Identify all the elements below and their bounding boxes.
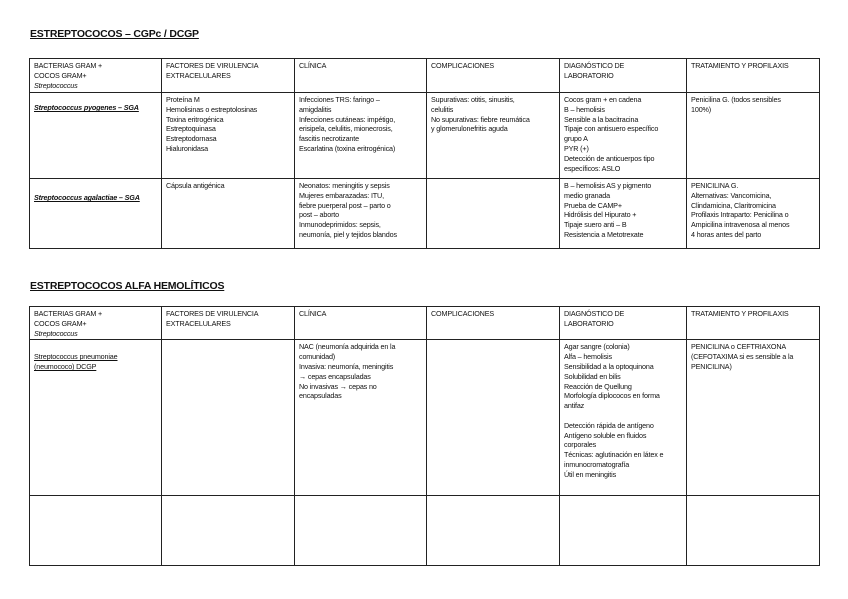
- clinic-cell: NAC (neumonía adquirida en la comunidad) Invasiva: neumonía, meningitis → cepas encapsuladas No invasivas → cepas no encapsuladas: [295, 340, 427, 496]
- header-complications: COMPLICACIONES: [427, 59, 560, 93]
- complications-cell: [427, 340, 560, 496]
- spacer: [564, 411, 682, 421]
- treatment-cell: PENICILINA o CEFTRIAXONA (CEFOTAXIMA si es sensible a la PENICILINA): [687, 340, 820, 496]
- header-complications: COMPLICACIONES: [427, 307, 560, 340]
- header-clinic: CLÍNICA: [295, 59, 427, 93]
- diagnosis-cell: Agar sangre (colonia) Alfa – hemolisis Sensibilidad a la optoquinona Solubilidad en bilis Reacción de Quellung Morfología diplococos en forma antifaz Detección rápida de antígeno Antígeno soluble en fluidos corporales Técnicas: aglutinación en látex e inmunocromatografía Útil en meningitis: [560, 340, 687, 496]
- empty-cell: [30, 496, 162, 566]
- header-diagnosis: DIAGNÓSTICO DE LABORATORIO: [560, 59, 687, 93]
- table-row: [30, 496, 820, 566]
- section-title-alfa-hemoliticos: ESTREPTOCOCOS ALFA HEMOLÍTICOS: [30, 280, 225, 292]
- virulence-cell: Proteína M Hemolisinas o estreptolosinas Toxina eritrogénica Estreptoquinasa Estreptodornasa Hialuronidasa: [162, 93, 295, 179]
- bacteria-name: Streptococcus pneumoniae (neumococo) DCGP: [30, 340, 162, 496]
- header-virulence: FACTORES DE VIRULENCIA EXTRACELULARES: [162, 59, 295, 93]
- empty-cell: [560, 496, 687, 566]
- empty-cell: [295, 496, 427, 566]
- table-row: [30, 340, 820, 496]
- diagnosis-cell: Cocos gram + en cadena B – hemolisis Sensible a la bacitracina Tipaje con antisuero específico grupo A PYR (+) Detección de anticuerpos tipo específicos: ASLO: [560, 93, 687, 179]
- header-virulence: FACTORES DE VIRULENCIA EXTRACELULARES: [162, 307, 295, 340]
- diagnosis-cell: B – hemolisis AS y pigmento medio granada Prueba de CAMP+ Hidrólisis del Hipurato + Tipaje suero anti – B Resistencia a Metotrexate: [560, 179, 687, 249]
- virulence-cell: Cápsula antigénica: [162, 179, 295, 249]
- section-title-estreptococos: ESTREPTOCOCOS – CGPc / DCGP: [30, 28, 199, 40]
- treatment-cell: Penicilina G. (todos sensibles 100%): [687, 93, 820, 179]
- header-treatment: TRATAMIENTO Y PROFILAXIS: [687, 307, 820, 340]
- header-bacteria: BACTERIAS GRAM + COCOS GRAM+ Streptococcus: [30, 307, 162, 340]
- treatment-cell: PENICILINA G. Alternativas: Vancomicina, Clindamicina, Claritromicina Profilaxis Intraparto: Penicilina o Ampicilina intravenosa al menos 4 horas antes del parto: [687, 179, 820, 249]
- header-treatment: TRATAMIENTO Y PROFILAXIS: [687, 59, 820, 93]
- clinic-cell: Neonatos: meningitis y sepsis Mujeres embarazadas: ITU, fiebre puerperal post – parto o post – aborto Inmunodeprimidos: sepsis, neumonía, piel y tejidos blandos: [295, 179, 427, 249]
- header-bacteria: BACTERIAS GRAM + COCOS GRAM+ Streptococcus: [30, 59, 162, 93]
- header-diagnosis: DIAGNÓSTICO DE LABORATORIO: [560, 307, 687, 340]
- bacteria-name: Streptococcus agalactiae – SGA: [30, 179, 162, 249]
- empty-cell: [427, 496, 560, 566]
- clinic-cell: Infecciones TRS: faringo – amigdalitis Infecciones cutáneas: impétigo, erisipela, celulitis, mionecrosis, fascitis necrotizante Escarlatina (toxina eritrogénica): [295, 93, 427, 179]
- empty-cell: [687, 496, 820, 566]
- table-row: [30, 179, 820, 249]
- virulence-cell: [162, 340, 295, 496]
- table-estreptococos: [29, 58, 820, 249]
- table-alfa-hemoliticos: [29, 306, 820, 566]
- table-row: [30, 93, 820, 179]
- complications-cell: [427, 179, 560, 249]
- empty-cell: [162, 496, 295, 566]
- bacteria-name: Streptococcus pyogenes – SGA: [30, 93, 162, 179]
- table-header-row: [30, 307, 820, 340]
- table-header-row: [30, 59, 820, 93]
- header-clinic: CLÍNICA: [295, 307, 427, 340]
- complications-cell: Supurativas: otitis, sinusitis, celulitis No supurativas: fiebre reumática y glomerulonefritis aguda: [427, 93, 560, 179]
